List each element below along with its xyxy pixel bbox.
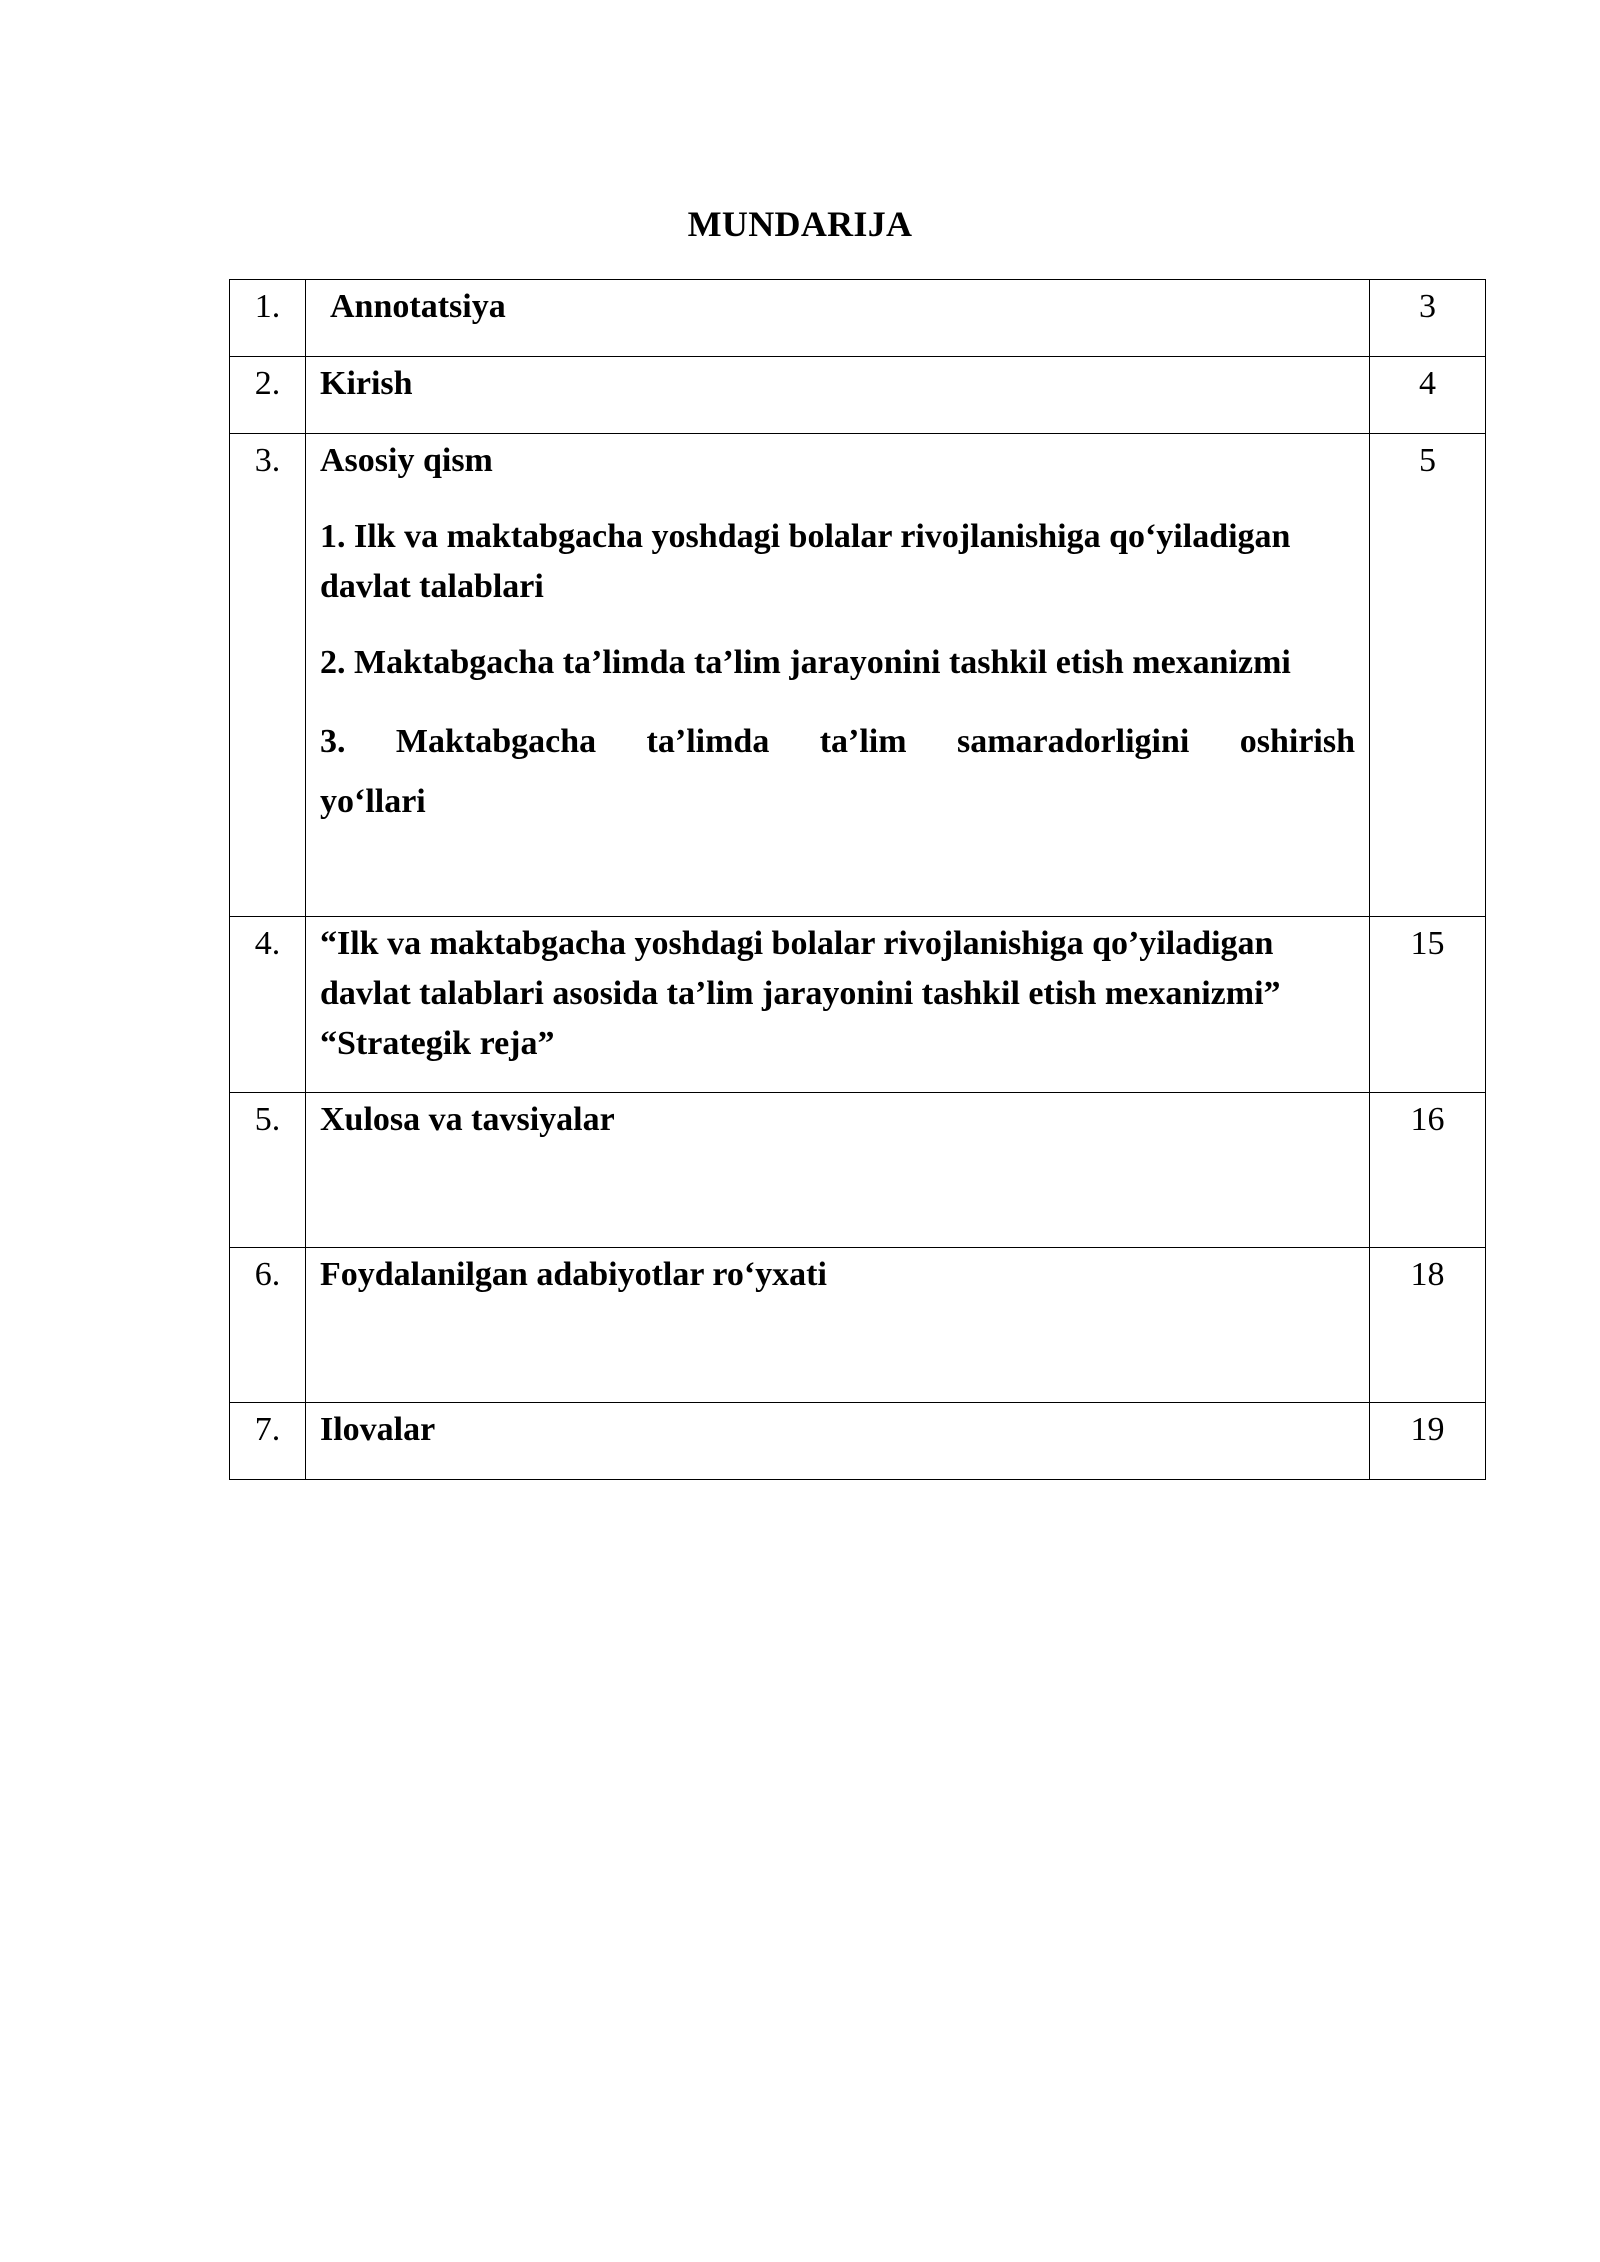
toc-row-page: 15 <box>1370 917 1486 1093</box>
toc-subsection: 3. Maktabgacha ta’limda ta’lim samaradorligini oshirish <box>320 723 1355 760</box>
toc-row-number: 7. <box>230 1403 306 1480</box>
toc-row-number: 2. <box>230 357 306 434</box>
toc-row-page: 3 <box>1370 280 1486 357</box>
toc-row-page: 19 <box>1370 1403 1486 1480</box>
toc-row-title: Kirish <box>306 357 1370 434</box>
table-of-contents <box>229 279 1486 1480</box>
toc-row-strategik-reja <box>230 917 1486 1093</box>
toc-row-asosiy-qism <box>230 434 1486 917</box>
toc-row-title: Ilovalar <box>306 1403 1370 1480</box>
toc-row-annotatsiya <box>230 280 1486 357</box>
toc-row-number: 6. <box>230 1248 306 1403</box>
toc-row-title: Annotatsiya <box>330 288 506 325</box>
toc-row-title: Xulosa va tavsiyalar <box>306 1093 1370 1248</box>
toc-row-title: “Ilk va maktabgacha yoshdagi bolalar rivojlanishiga qo’yiladigan davlat talablari asosida ta’lim jarayonini tashkil etish mexanizmi” “Strategik reja” <box>306 917 1370 1093</box>
toc-row-number: 3. <box>230 434 306 917</box>
toc-row-ilovalar <box>230 1403 1486 1480</box>
toc-row-xulosa <box>230 1093 1486 1248</box>
toc-row-page: 18 <box>1370 1248 1486 1403</box>
toc-subsection-continuation: yo‘llari <box>320 783 426 820</box>
toc-row-page: 16 <box>1370 1093 1486 1248</box>
toc-row-number: 1. <box>230 280 306 357</box>
toc-row-number: 4. <box>230 917 306 1093</box>
toc-row-adabiyotlar <box>230 1248 1486 1403</box>
toc-subsection: 2. Maktabgacha ta’limda ta’lim jarayonini tashkil etish mexanizmi <box>320 644 1291 681</box>
toc-row-page: 4 <box>1370 357 1486 434</box>
toc-row-kirish <box>230 357 1486 434</box>
toc-row-title: Asosiy qism <box>320 442 493 479</box>
toc-subsection: 1. Ilk va maktabgacha yoshdagi bolalar rivojlanishiga qo‘yiladigan davlat talablari <box>320 518 1291 605</box>
toc-row-number: 5. <box>230 1093 306 1248</box>
toc-row-page: 5 <box>1370 434 1486 917</box>
page-title: MUNDARIJA <box>687 204 913 244</box>
toc-row-title: Foydalanilgan adabiyotlar ro‘yxati <box>306 1248 1370 1403</box>
